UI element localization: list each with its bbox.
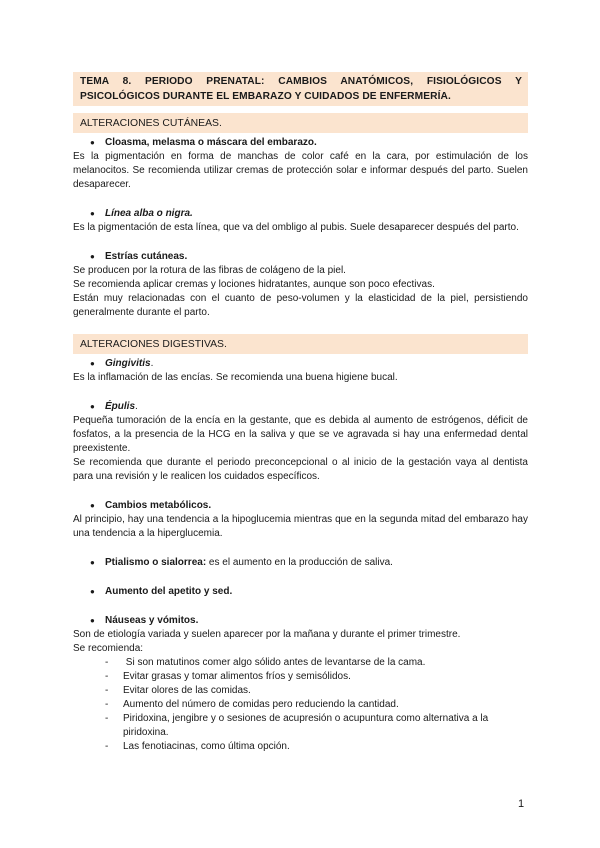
list-item: - Evitar grasas y tomar alimentos fríos y semisólidos. xyxy=(105,671,351,682)
recommendation-list xyxy=(73,656,528,754)
paragraph: Están muy relacionadas con el cuanto de peso-volumen y la elasticidad de la piel, persistiendo generalmente durante el parto. xyxy=(73,293,528,318)
bullet-icon: ● xyxy=(90,359,95,368)
paragraph: Se producen por la rotura de las fibras de colágeno de la piel. xyxy=(73,265,346,276)
bullet-heading: Cambios metabólicos. xyxy=(105,500,212,511)
list-item: - Si son matutinos comer algo sólido antes de levantarse de la cama. xyxy=(105,657,426,668)
list-item: - Piridoxina, jengibre y o sesiones de acupresión o acupuntura como alternativa a la piridoxina. xyxy=(105,713,489,738)
bullet-heading: Estrías cutáneas. xyxy=(105,251,188,262)
bullet-item xyxy=(73,499,528,513)
paragraph: Se recomienda aplicar cremas y lociones hidratantes, aunque son poco efectivas. xyxy=(73,279,435,290)
paragraph: Se recomienda: xyxy=(73,643,144,654)
bullet-heading: Épulis xyxy=(105,401,136,412)
list-item: - Evitar olores de las comidas. xyxy=(105,685,251,696)
bullet-icon: ● xyxy=(90,209,95,218)
bullet-heading: Cloasma, melasma o máscara del embarazo. xyxy=(105,137,317,148)
bullet-item xyxy=(73,400,528,414)
paragraph: Son de etiología variada y suelen aparecer por la mañana y durante el primer trimestre. xyxy=(73,629,461,640)
bullet-period: . xyxy=(135,401,138,412)
bullet-icon: ● xyxy=(90,402,95,411)
bullet-heading: Ptialismo o sialorrea: xyxy=(105,557,207,568)
paragraph: Pequeña tumoración de la encía en la gestante, que es debida al aumento de estrógenos, déficit de fosfatos, a la presencia de la HCG en la saliva y que se ve agravada si hay una enfermedad dental preexistente. xyxy=(73,415,528,454)
bullet-heading: Náuseas y vómitos. xyxy=(105,615,199,626)
bullet-item xyxy=(73,614,528,628)
paragraph: Se recomienda que durante el periodo preconcepcional o al inicio de la gestación vaya al dentista para una revisión y le realicen los cuidados específicos. xyxy=(73,457,528,482)
bullet-item xyxy=(73,207,528,221)
bullet-item xyxy=(73,556,528,570)
bullet-item xyxy=(73,250,528,264)
bullet-heading: Aumento del apetito y sed. xyxy=(105,586,233,597)
bullet-item xyxy=(73,357,528,371)
bullet-item xyxy=(73,136,528,150)
bullet-heading: Gingivitis xyxy=(105,358,151,369)
paragraph: Al principio, hay una tendencia a la hipoglucemia mientras que en la segunda mitad del embarazo hay una tendencia a la hiperglucemia. xyxy=(73,514,528,539)
section-heading-cutaneas: ALTERACIONES CUTÁNEAS. xyxy=(73,113,528,133)
bullet-icon: ● xyxy=(90,252,95,261)
document-title: TEMA 8. PERIODO PRENATAL: CAMBIOS ANATÓMICOS, FISIOLÓGICOS Y PSICOLÓGICOS DURANTE EL EMBARAZO Y CUIDADOS DE ENFERMERÍA. xyxy=(73,72,528,106)
page-number: 1 xyxy=(518,798,525,810)
paragraph: Es la pigmentación en forma de manchas de color café en la cara, por estimulación de los melanocitos. Se recomienda utilizar cremas de protección solar e informar después del parto. Suelen desaparecer. xyxy=(73,151,528,190)
paragraph: Es la inflamación de las encías. Se recomienda una buena higiene bucal. xyxy=(73,372,398,383)
bullet-icon: ● xyxy=(90,558,95,567)
bullet-period: . xyxy=(150,358,154,369)
bullet-text: es el aumento en la producción de saliva. xyxy=(206,557,393,568)
list-item: - Aumento del número de comidas pero reduciendo la cantidad. xyxy=(105,699,399,710)
paragraph: Es la pigmentación de esta línea, que va del ombligo al pubis. Suele desaparecer después del parto. xyxy=(73,222,519,233)
page-content xyxy=(73,72,528,754)
bullet-item xyxy=(73,585,528,599)
bullet-icon: ● xyxy=(90,138,95,147)
bullet-icon: ● xyxy=(90,616,95,625)
bullet-icon: ● xyxy=(90,587,95,596)
list-item: - Las fenotiacinas, como última opción. xyxy=(105,741,290,752)
bullet-icon: ● xyxy=(90,501,95,510)
section-heading-digestivas: ALTERACIONES DIGESTIVAS. xyxy=(73,334,528,354)
bullet-heading: Línea alba o nigra. xyxy=(105,208,193,219)
